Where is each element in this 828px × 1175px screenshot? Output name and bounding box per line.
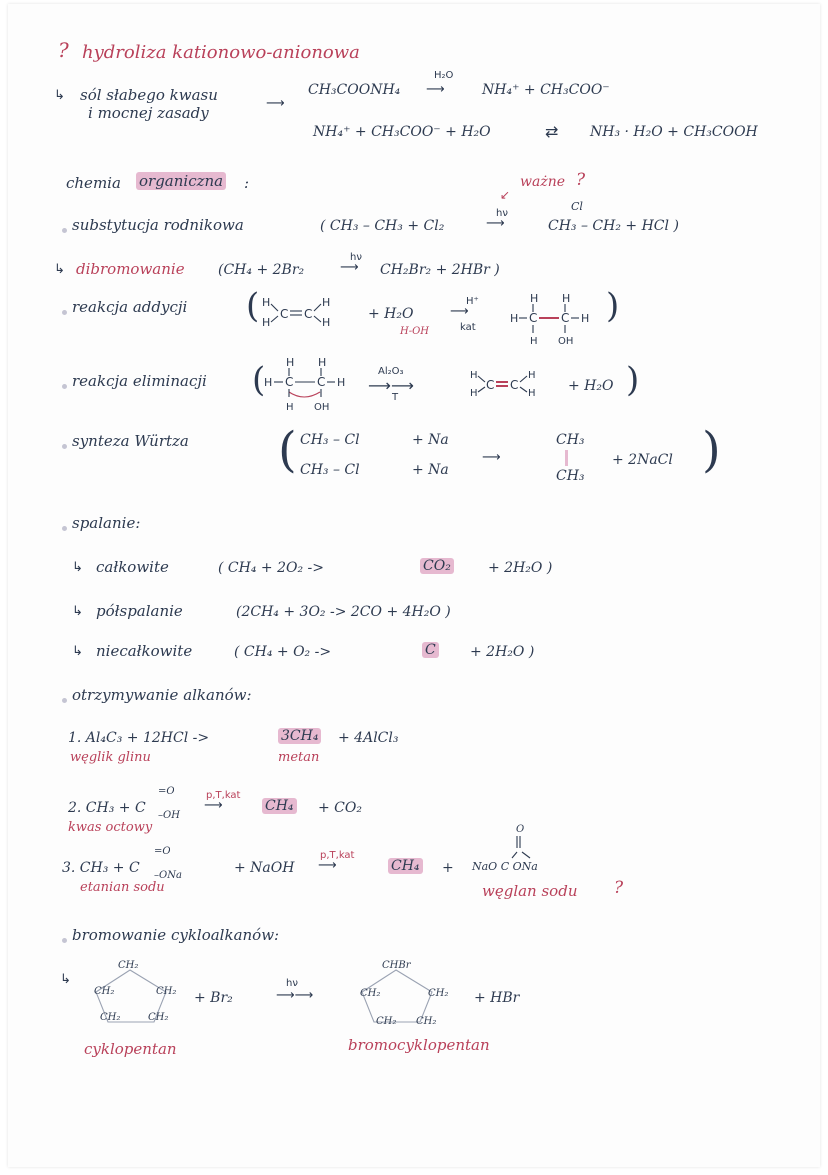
bullet-arrow-icon: ↳ [54,262,65,277]
bullet-arrow-icon: ↳ [72,604,83,619]
wurtz-sodium-1: + Na [412,432,449,448]
cyclo-plus-br2: + Br₂ [194,990,233,1006]
arrow-right-icon: ⟶ [340,260,359,275]
organic-heading-suffix: : [244,174,250,192]
combustion-complete-eq: ( CH₄ + 2O₂ -> [218,560,324,576]
bromocyclopentane-top: CHBr [382,960,411,971]
svg-text:H: H [262,316,271,329]
paren-close: ) [606,286,620,326]
svg-text:H: H [562,292,571,305]
wurtz-reactant-2: CH₃ – Cl [300,462,360,478]
cyclo-plus-hbr: + HBr [474,990,520,1006]
svg-text:OH: OH [314,402,330,413]
elimination-water: + H₂O [568,378,614,394]
salt-label-line2: i mocnej zasady [88,104,209,122]
alkanes-heading: otrzymywanie alkanów: [72,686,252,704]
svg-text:C: C [285,375,294,389]
svg-text:C: C [561,311,570,325]
combustion-half-eq: (2CH₄ + 3O₂ -> 2CO + 4H₂O ) [236,604,451,620]
hydrolysis-eq1-right: NH₄⁺ + CH₃COO⁻ [482,82,610,98]
alkanes-r2-eq: 2. CH₃ + C [68,800,146,816]
svg-text:C: C [280,307,289,321]
arrow-right-icon: ⟶ [450,304,469,319]
svg-text:H: H [286,356,295,369]
substitution-left: ( CH₃ – CH₃ + Cl₂ [320,218,445,234]
svg-text:OH: OH [558,336,574,347]
ethene-structure [258,294,348,334]
bullet-dot-icon [62,310,67,315]
cyclopentane-top: CH₂ [118,960,139,971]
svg-text:H: H [318,356,327,369]
alkanes-r2-rest: + CO₂ [318,800,362,816]
svg-text:H: H [262,296,271,309]
alkanes-r1-note-left: węglik glinu [70,750,151,765]
bromocyclopentane-bottom-left: CH₂ [376,1016,397,1027]
alkanes-r2-condition: p,T,kat [206,790,241,801]
alkanes-r3-eq: 3. CH₃ + C [62,860,140,876]
dibromination-right: CH₂Br₂ + 2HBr ) [380,262,500,278]
bullet-dot-icon [62,444,67,449]
alkanes-r2-oh: –OH [158,810,180,821]
bullet-dot-icon [62,384,67,389]
elimination-condition-bottom: T [392,392,399,403]
svg-text:H: H [470,370,478,381]
arrow-right-icon: ⟶ [318,858,337,873]
bond-line [565,450,568,466]
dibromination-label: dibromowanie [76,260,185,278]
paren-close: ) [702,422,721,478]
svg-text:H: H [322,316,331,329]
svg-text:H: H [264,376,273,389]
wurtz-sodium-2: + Na [412,462,449,478]
svg-text:H: H [530,336,538,347]
combustion-heading: spalanie: [72,514,141,532]
combustion-complete-label: całkowite [96,558,169,576]
bullet-arrow-icon: ↳ [72,644,83,659]
arrow-right-icon: ⟶ [486,216,505,231]
substitution-right: CH₃ – CH₂ + HCl ) [548,218,679,234]
dibromination-condition: hν [350,252,362,263]
cyclo-condition: hν [286,978,298,989]
bullet-dot-icon [62,938,67,943]
cyclo-heading: bromowanie cykloalkanów: [72,926,280,944]
organic-heading-prefix: chemia [66,174,121,192]
arrow-right-icon: ⟶⟶ [368,376,414,395]
addition-condition-bottom: kat [460,322,476,333]
ethene-product-structure [468,366,558,406]
arrow-right-icon: ⟶ [204,798,223,813]
svg-text:H: H [337,376,346,389]
important-note: ważne [520,174,566,190]
wurtz-reactant-1: CH₃ – Cl [300,432,360,448]
paren-open: ( [246,286,260,326]
bullet-dot-icon [62,526,67,531]
cyclopentane-bottom-left: CH₂ [100,1012,121,1023]
cyclopentane-left: CH₂ [94,986,115,997]
combustion-complete-rest: + 2H₂O ) [488,560,553,576]
alkanes-r1-rest: + 4AlCl₃ [338,730,399,746]
paren-close: ) [626,360,640,400]
bromocyclopentane-right: CH₂ [428,988,449,999]
svg-text:H: H [581,312,590,325]
hydrolysis-eq1-condition: H₂O [434,70,454,81]
svg-text:H: H [510,312,519,325]
notebook-page [8,4,820,1167]
bullet-arrow-icon: ↳ [60,972,71,987]
addition-plus-water: + H₂O [368,306,414,322]
alkanes-r3-o: =O [154,846,171,857]
wurtz-product-bottom: CH₃ [556,468,585,484]
substitution-label: substytucja rodnikowa [72,216,244,234]
svg-text:C: C [304,307,313,321]
hydrolysis-eq2-right: NH₃ · H₂O + CH₃COOH [590,124,758,140]
carbonate-formula: NaO C ONa [472,860,538,873]
alkanes-r1-product: 3CH₄ [278,728,321,744]
elimination-condition-top: Al₂O₃ [378,366,404,377]
cyclopentane-right: CH₂ [156,986,177,997]
wurtz-product-top: CH₃ [556,432,585,448]
alkanes-r1-note-right: metan [278,750,320,765]
alkanes-r2-product: CH₄ [262,798,297,814]
alkanes-r3-condition: p,T,kat [320,850,355,861]
carbonate-oxygen: O [516,824,525,835]
hydrolysis-eq1-left: CH₃COONH₄ [308,82,401,98]
hydrolysis-eq2-left: NH₄⁺ + CH₃COO⁻ + H₂O [313,124,491,140]
svg-text:H: H [286,402,294,413]
bullet-arrow-icon: ↳ [54,88,65,103]
bromocyclopentane-name: bromocyklopentan [348,1036,490,1054]
cyclopentane-bottom-right: CH₂ [148,1012,169,1023]
alkanes-r2-o: =O [158,786,175,797]
combustion-incomplete-rest: + 2H₂O ) [470,644,535,660]
arrow-right-icon: ⟶ [266,96,285,111]
alkanes-r3-note-mark: ? [614,878,624,898]
question-mark-icon: ? [58,38,69,62]
alkanes-r3-note-right: węglan sodu [482,882,578,900]
salt-label-line1: sól słabego kwasu [80,86,218,104]
addition-condition-top: H⁺ [466,296,479,307]
combustion-half-label: półspalanie [96,602,183,620]
arrow-right-icon: ⟶ [426,82,445,97]
ethanol-elimination-structure [262,354,362,424]
svg-text:C: C [486,378,495,392]
page-title: hydroliza kationowo-anionowa [82,42,360,63]
svg-text:H: H [528,370,536,381]
alkanes-r3-plus-naoh: + NaOH [234,860,295,876]
bullet-dot-icon [62,228,67,233]
wurtz-label: synteza Würtza [72,432,189,450]
substitution-cl: Cl [571,200,583,213]
paren-open: ( [278,422,297,478]
addition-label: reakcja addycji [72,298,188,316]
arrow-right-icon: ⟶⟶ [276,988,314,1003]
svg-text:C: C [529,311,538,325]
wurtz-nacl: + 2NaCl [612,452,673,468]
bullet-arrow-icon: ↳ [72,560,83,575]
bromocyclopentane-left: CH₂ [360,988,381,999]
paren-open: ( [252,360,266,400]
svg-text:H: H [322,296,331,309]
bromocyclopentane-bottom-right: CH₂ [416,1016,437,1027]
svg-text:H: H [470,388,478,399]
dibromination-eq: (CH₄ + 2Br₂ [218,262,305,278]
svg-text:H: H [528,388,536,399]
bullet-dot-icon [62,698,67,703]
arrow-right-icon: ⟶ [482,450,501,465]
alkanes-r2-note: kwas octowy [68,820,153,835]
alkanes-r3-product: CH₄ [388,858,423,874]
svg-text:H: H [530,292,539,305]
curved-arrow-icon: ↙ [500,188,511,202]
svg-text:C: C [317,375,326,389]
combustion-complete-product: CO₂ [420,558,454,574]
combustion-incomplete-product: C [422,642,439,658]
svg-text:C: C [510,378,519,392]
alkanes-r3-note: etanian sodu [80,880,165,895]
addition-water-formula: H-OH [400,326,430,337]
alkanes-r3-plus: + [442,860,454,876]
ethanol-structure [506,290,616,358]
alkanes-r1-eq: 1. Al₄C₃ + 12HCl -> [68,730,210,746]
equilibrium-arrow-icon: ⇄ [545,122,559,141]
cyclopentane-name: cyklopentan [84,1040,177,1058]
organic-heading-highlight: organiczna [136,172,226,190]
elimination-label: reakcja eliminacji [72,372,207,390]
combustion-incomplete-eq: ( CH₄ + O₂ -> [234,644,332,660]
substitution-condition: hν [496,208,508,219]
combustion-incomplete-label: niecałkowite [96,642,193,660]
alkanes-r3-ona: –ONa [154,870,182,881]
important-mark: ? [576,170,586,190]
